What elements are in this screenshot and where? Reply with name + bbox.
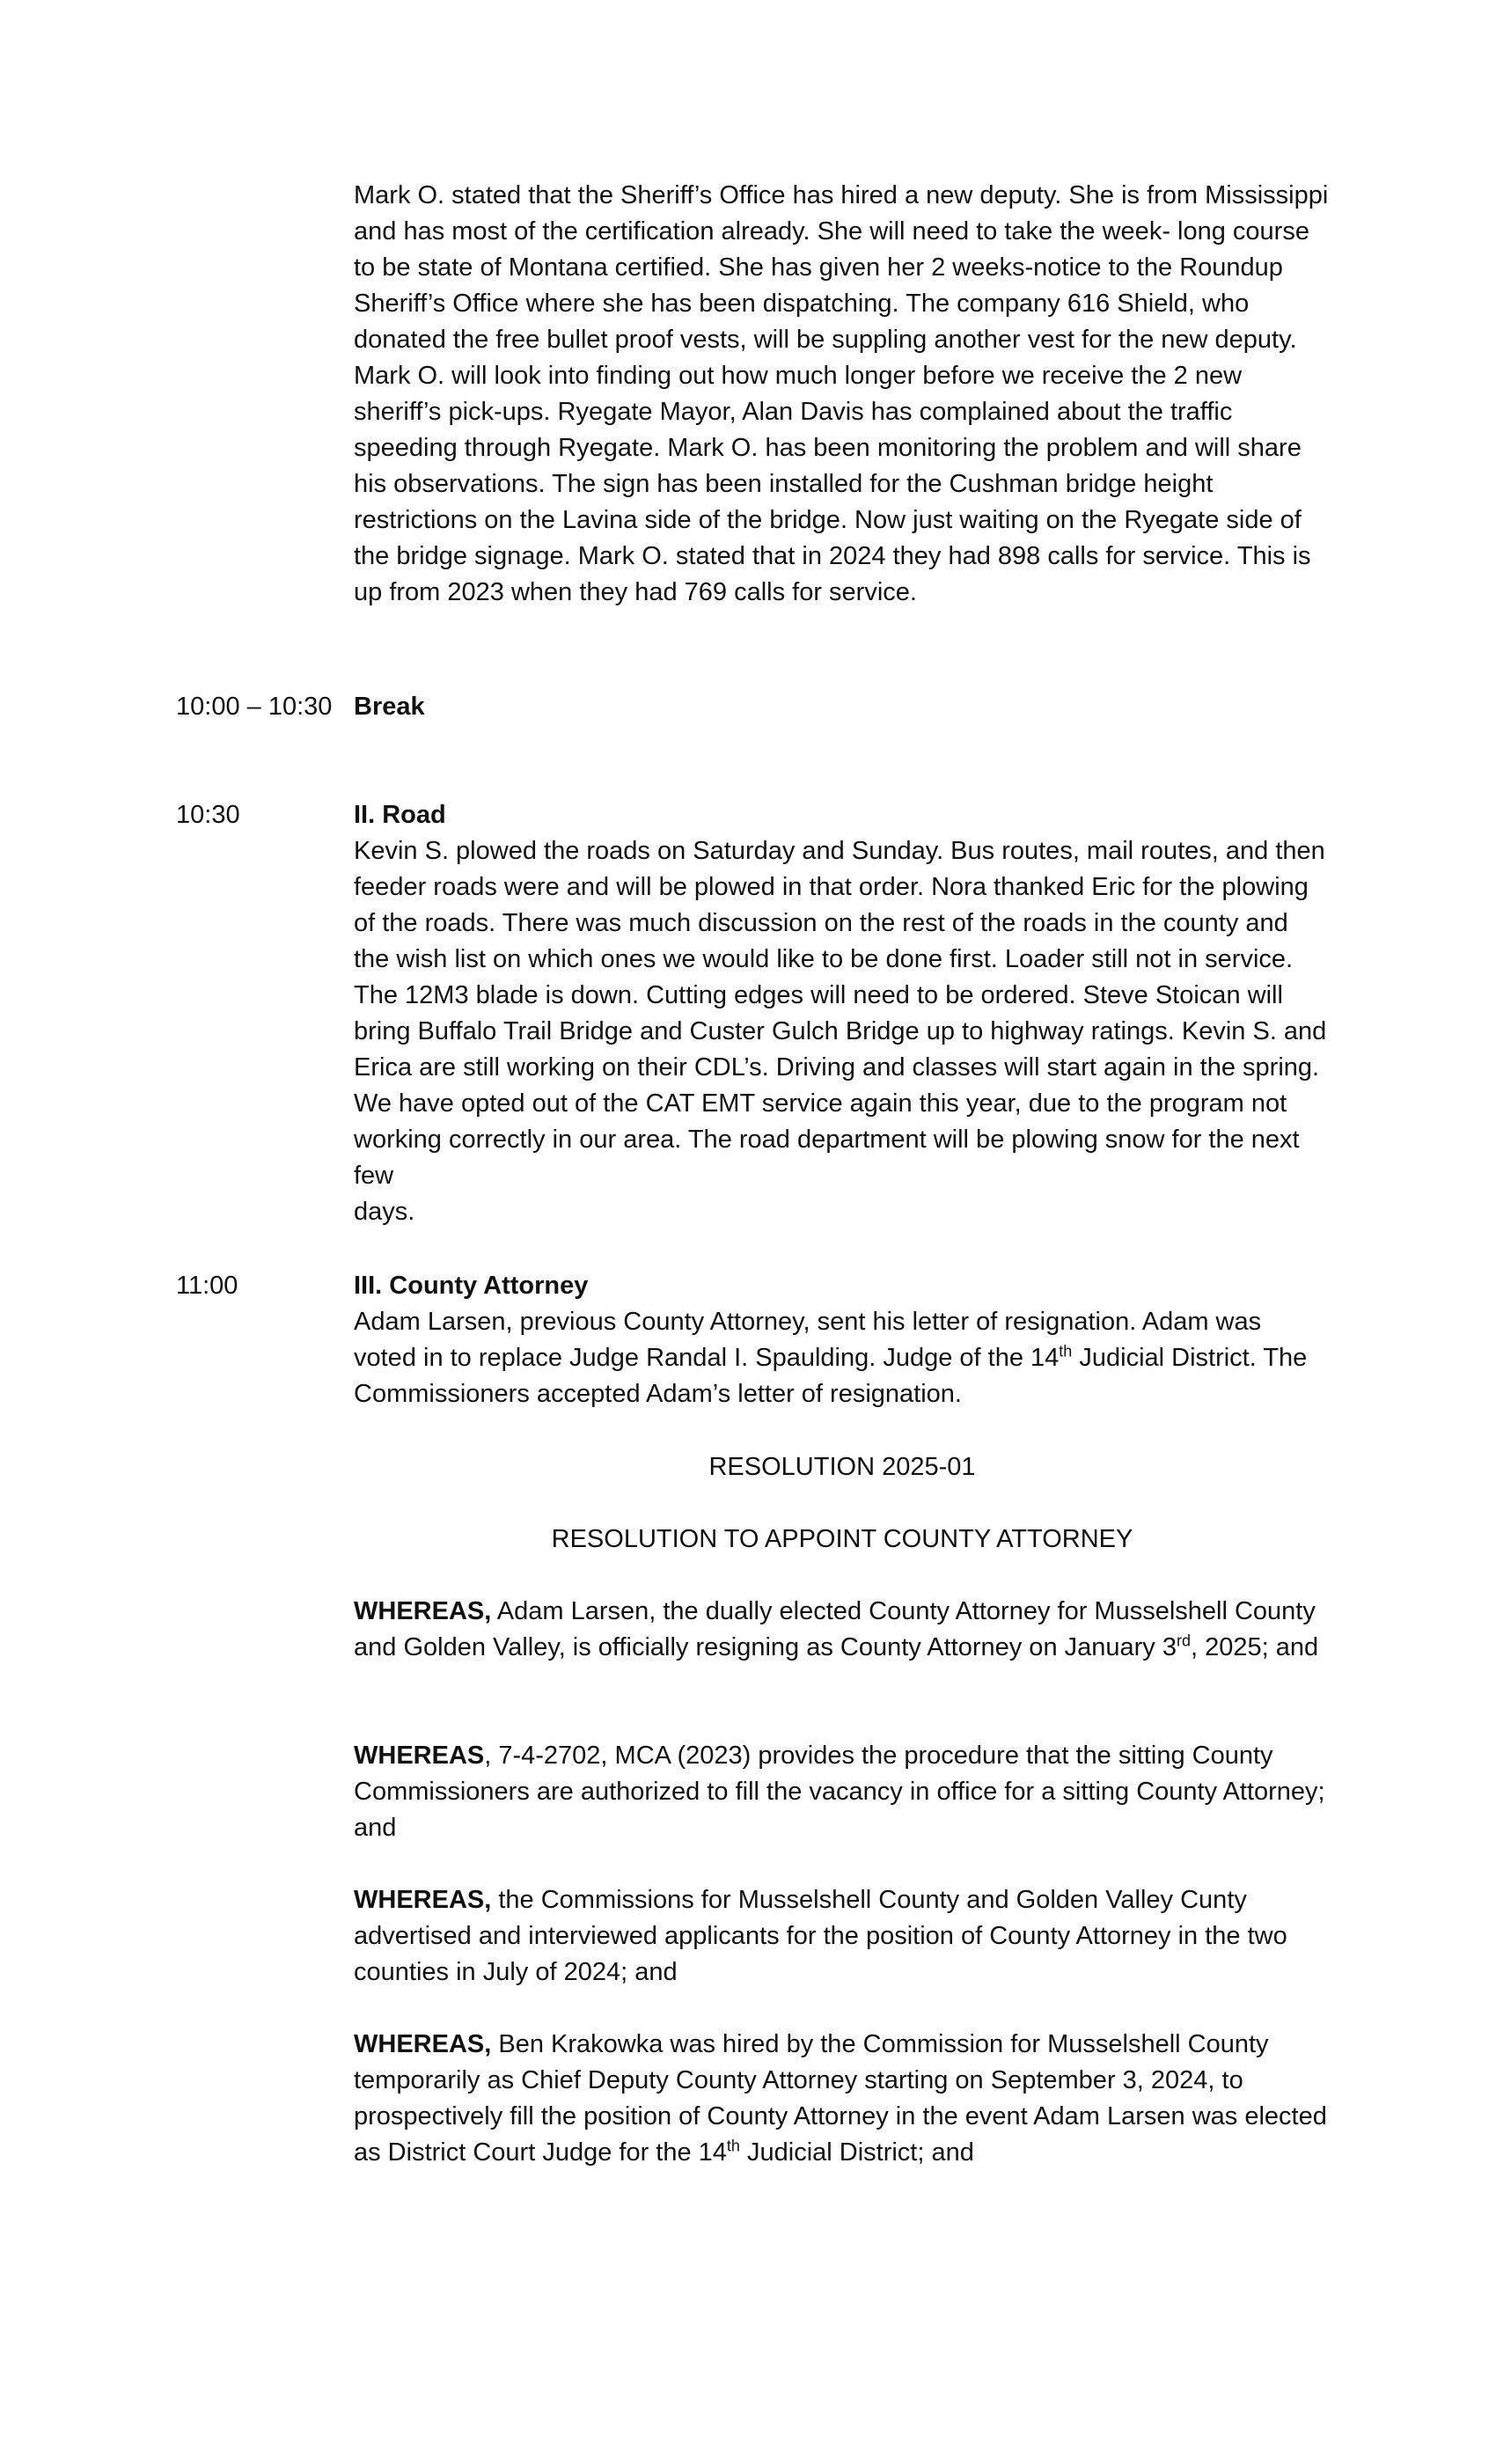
break-time: 10:00 – 10:30 bbox=[176, 693, 333, 721]
attorney-time: 11:00 bbox=[176, 1272, 238, 1300]
whereas-lead: WHEREAS bbox=[354, 1742, 485, 1770]
attorney-body-sup: th bbox=[1059, 1342, 1073, 1360]
whereas-text: Ben Krakowka was hired by the Commission for Musselshell County temporarily as Chief Deputy County Attorney starting on September 3, 2024, to prospectively fill the position of County Attorney in the event Adam Larsen was elected as District Court Judge for the 14 bbox=[354, 2030, 1327, 2167]
road-section bbox=[354, 797, 1331, 1230]
whereas-clause-3 bbox=[354, 1882, 1331, 1991]
whereas-clause-2 bbox=[354, 1738, 1331, 1846]
whereas-lead: WHEREAS, bbox=[354, 1597, 492, 1625]
whereas-text-end: , 2025; and bbox=[1191, 1633, 1319, 1661]
whereas-text-end: Judicial District; and bbox=[739, 2138, 974, 2167]
road-body-end: days. bbox=[354, 1198, 415, 1226]
whereas-text: the Commissions for Musselshell County and Golden Valley Cunty advertised and interviewed applicants for the position of County Attorney in the two counties in July of 2024; and bbox=[354, 1886, 1287, 1986]
sheriff-report bbox=[354, 178, 1331, 611]
whereas-sup: rd bbox=[1176, 1632, 1191, 1650]
whereas-lead: WHEREAS, bbox=[354, 1886, 492, 1914]
whereas-lead: WHEREAS, bbox=[354, 2030, 492, 2058]
attorney-body bbox=[354, 1304, 1331, 1412]
resolution-title: RESOLUTION TO APPOINT COUNTY ATTORNEY bbox=[551, 1525, 1133, 1553]
whereas-clause-4 bbox=[354, 2027, 1331, 2171]
road-time: 10:30 bbox=[176, 801, 240, 829]
road-body: Kevin S. plowed the roads on Saturday and Sunday. Bus routes, mail routes, and then feeder roads were and will be plowed in that order. Nora thanked Eric for the plowing of the roads. There was much discussion on the rest of the roads in the county and the wish list on which ones we would like to be done first. Loader still not in service. The 12M3 blade is down. Cutting edges will need to be ordered. Steve Stoican will bring Buffalo Trail Bridge and Custer Gulch Bridge up to highway ratings. Kevin S. and Erica are still working on their CDL’s. Driving and classes will start again in the spring. We have opted out of the CAT EMT service again this year, due to the program not working correctly in our area. The road department will be plowing snow for the next few bbox=[354, 837, 1327, 1190]
attorney-section bbox=[354, 1268, 1331, 1412]
road-heading: II. Road bbox=[354, 801, 446, 829]
attorney-heading: III. County Attorney bbox=[354, 1272, 589, 1300]
whereas-text: Adam Larsen, the dually elected County Attorney for Musselshell County and Golden Valley, is officially resigning as County Attorney on January 3 bbox=[354, 1597, 1316, 1661]
attorney-body-text: Adam Larsen, previous County Attorney, sent his letter of resignation. Adam was voted in to replace Judge Randal I. Spaulding. Judge of the 14 bbox=[354, 1308, 1262, 1372]
whereas-clause-1 bbox=[354, 1594, 1331, 1666]
sheriff-paragraph: Mark O. stated that the Sheriff’s Office has hired a new deputy. She is from Mississippi and has most of the certification already. She will need to take the week- long course to be state of Montana certified. She has given her 2 weeks-notice to the Roundup Sheriff’s Office where she has been dispatching. The company 616 Shield, who donated the free bullet proof vests, will be suppling another vest for the new deputy. Mark O. will look into finding out how much longer before we receive the 2 new sheriff’s pick-ups. Ryegate Mayor, Alan Davis has complained about the traffic speeding through Ryegate. Mark O. has been monitoring the problem and will share his observations. The sign has been installed for the Cushman bridge height restrictions on the Lavina side of the bridge. Now just waiting on the Ryegate side of the bridge signage. Mark O. stated that in 2024 they had 898 calls for service. This is up from 2023 when they had 769 calls for service. bbox=[354, 181, 1329, 606]
whereas-sup: th bbox=[726, 2137, 740, 2155]
attorney-body-text-end: Judicial District. The Commissioners accepted Adam’s letter of resignation. bbox=[354, 1344, 1308, 1408]
resolution-number: RESOLUTION 2025-01 bbox=[708, 1453, 976, 1481]
whereas-text: , 7-4-2702, MCA (2023) provides the procedure that the sitting County Commissioners are authorized to fill the vacancy in office for a sitting County Attorney; and bbox=[354, 1742, 1325, 1842]
break-label: Break bbox=[354, 693, 425, 721]
